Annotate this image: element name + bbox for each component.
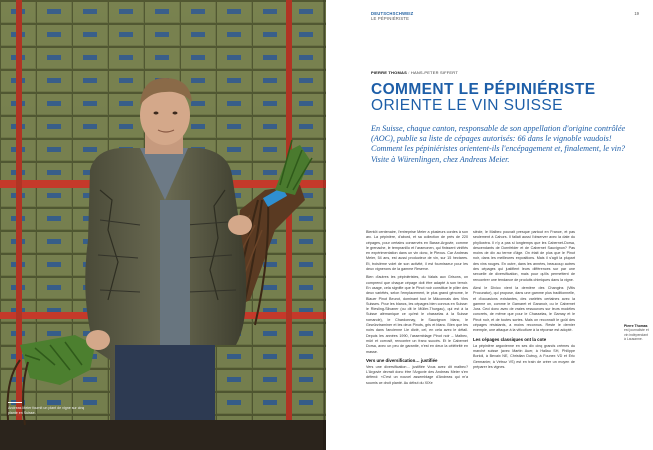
article-headline (371, 82, 641, 114)
headline-line-1: COMMENT LE PÉPINIÉRISTE (371, 81, 596, 98)
section-header (371, 11, 413, 21)
column-2-paragraph: La pépinière argovienne en ses dix cinq grands crémes du marché suisse (avec Martin Auer, à Hallau SH, Philippe Borioli, à Bevaix NE, Christian Dutruy, à Founex VD et Eric Germanier, à Vétroz VS) est en train de créer un moyen de préparer les vignes. (473, 343, 575, 369)
byline-separator: / (408, 70, 410, 75)
section-subtitle: LE PÉPINIÉRISTE (371, 16, 410, 21)
column-2-paragraph: siècle, le Malbec pouvait presque partout en France, et pas seulement à Cahors. Il fallait aussi l'observer avec la date du phylloxéra. Il n'y a pas si longtemps que les Cabernet-Dorsa, descendants de Dornfelder et de Cabernet Sauvignon? Pas moins de dix au terme d'âge. On était de plus que le Pinot noir, dans les meilleures expositions. Mais il s'agit la plupart des vins rouges. En outre, dans les années, beaucoup autres des cépages qui justifient leurs différences sur par une sexuelle de diversification, mais pour qu'ils permettent de rencontrer une tendance de produits chimiques dans la vigne. (473, 230, 575, 282)
author-note-name: Pierre Thomas (624, 324, 648, 328)
caption-rule (8, 402, 22, 403)
photo-caption (8, 402, 88, 415)
article-lede: En Suisse, chaque canton, responsable de son appellation d'origine contrôlée (AOC), publie sa liste de cépages autorisés: 66 dans le vignoble vaudois! Comment les pépiniéristes orientent-ils l'encépagement et, finalement, le vin? Visite à Würenlingen, chez Andreas Meier. (371, 124, 626, 164)
article-page (326, 0, 653, 450)
author-note (624, 324, 650, 342)
section-title: DEUTSCHSCHWEIZ (371, 11, 414, 16)
column-2-paragraph: Ainsi le Divico vient la dernière des Changins (Vitis Procuratur), qui propose, dans une gamme plus traditionnelle, et d'occasions existantes, des variétés certaines avec la gamme on, comme le Gamaret et Garanoir, ou le Cabernet Jura. Ceci donc avec de vraies ressources sur leurs modèles concrets, de même que pour le Chasselas, le Gamay et le Pinot noir, et de toutes sortes. Mais on reconnaît le goût des cépages résistants, a moins reconnus. Reste le dernier exemple, une attaque à la viticulture à la réponse est adopté. (473, 285, 575, 333)
warehouse-scene (0, 0, 326, 450)
column-1-paragraph: Vers une diversification… justifiée Vous avez dit malbec? L'Argovie devrait donc être l'Argovie des Andreas Meier s'en défend: «C'est un nouvel assemblage d'Andreas qui m'a soumis ce droit planté. Au début du XIXe (366, 364, 468, 385)
column-1-paragraph: Bien d'autres les pépiniéristes, du Valais aux Grisons, on comprend que chaque cépage doit être adapté à son terroir. En usage, cela signifie que le Pinot noir constitue le pilier des deux variétés, selon l'emplacement, le plus grand génome, le Blauer Pinot Beurot, dominant tout le Mâconnais des Vins Suisses. Pour les blancs, les cépages bien connus en Suisse: le Riesling-Silvaner (ou dit le Müller-Thurgau), qui est à la Suisse alémanique ce qu'est le chasselas à la Suisse romande), le Chardonnay, le Sauvignon blanc, le Gewürztraminer et les deux Pinots, gris et blanc. Bien que les noirs dans l'ancienne Lie dicté, cel, en cela avec le détail. Depuis les années 1990, l'assemblage Pinot noir – Malbec, mûri et corrosif, rencontre un franc succès. Et le Cabernet Dorsa, avec un peu de garantie, n'est en deux la célébrité en masse. (366, 275, 468, 354)
byline-photographer: HANS-PETER SIFFERT (410, 70, 458, 75)
portrait-photo (0, 0, 326, 450)
body-column-1 (366, 230, 468, 389)
column-1-paragraph: Bientôt centenaire, l'entreprise Meier a plusieurs cordes à son arc. La pépinière, d'abord, et sa collection de près de 220 cépages, pour certains conservés en Basse-Argovie, comme le grenache, le tempranillo et l'aramonen, qui finissent vinifiés en expérimentation dans un vin donc, le Plexus. Car Andreas Meier, 54 ans, est aussi producteur de vin, sur 15 hectares. Et, troisième volet de son activité, il est fournisseur pour les deux vignerons de la gamme Reserve. (366, 230, 468, 272)
byline (371, 70, 458, 75)
author-note-text: est journaliste et vin indépendant à Lausanne. (624, 328, 649, 342)
headline-line-2: ORIENTE LE VIN SUISSE (371, 97, 563, 114)
column-2-subhead: Les cépages classiques ont la cote (473, 336, 547, 342)
page-number: 19 (634, 11, 639, 16)
column-1-subhead: Vers une diversification… justifiée (366, 357, 438, 363)
byline-author: PIERRE THOMAS (371, 70, 407, 75)
body-column-2 (473, 230, 575, 373)
photo-caption-text: Andreas Meier fournit un plant de vigne sur cinq planté en Suisse. (8, 406, 85, 415)
